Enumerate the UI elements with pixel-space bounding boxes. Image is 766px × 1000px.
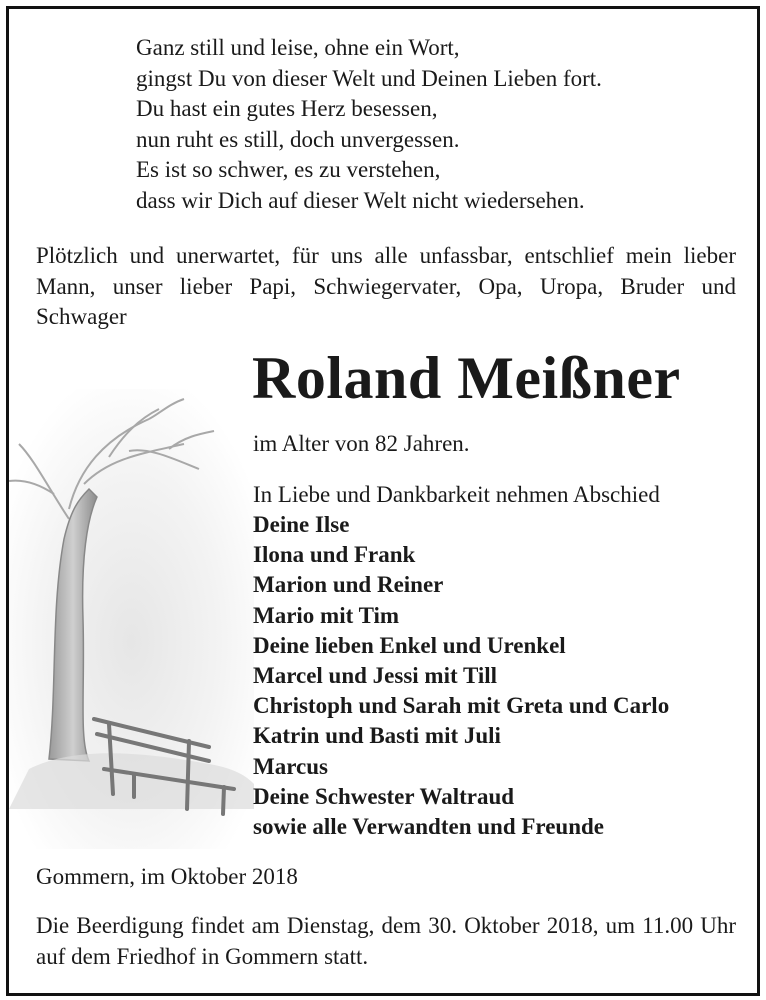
mourner-entry: Christoph und Sarah mit Greta und Carlo — [253, 693, 670, 719]
poem-line: Es ist so schwer, es zu verstehen, — [136, 157, 441, 182]
poem-line: nun ruht es still, doch unvergessen. — [136, 126, 460, 152]
place-and-date: Gommern, im Oktober 2018 — [36, 864, 298, 889]
mourner-entry: Ilona und Frank — [253, 542, 416, 568]
obituary-notice — [6, 6, 760, 996]
death-announcement-text: Plötzlich und unerwartet, für uns alle unfassbar, entschlief mein lieber Mann, unser lieber Papi, Schwiegervater, Opa, Uropa, Bruder und Schwager — [36, 243, 736, 329]
deceased-name: Roland Meißner — [252, 345, 681, 411]
farewell-text: In Liebe und Dankbarkeit nehmen Abschied — [253, 482, 660, 507]
mourner-entry: Marcus — [253, 753, 328, 779]
mourner-entry: Deine Schwester Waltraud — [253, 783, 515, 809]
mourner-entry: Marcel und Jessi mit Till — [253, 663, 498, 689]
mourner-entry: Deine lieben Enkel und Urenkel — [253, 632, 566, 658]
tree-and-bench-illustration — [9, 389, 254, 849]
mourner-entry: Deine Ilse — [253, 512, 350, 537]
poem-line: Du hast ein gutes Herz besessen, — [136, 96, 438, 121]
poem-line: gingst Du von dieser Welt und Deinen Lieben fort. — [136, 65, 602, 91]
mourner-entry: sowie alle Verwandten und Freunde — [253, 814, 605, 840]
age-text: im Alter von 82 Jahren. — [253, 431, 470, 456]
mourner-entry: Mario mit Tim — [253, 602, 400, 628]
memorial-poem — [136, 33, 602, 216]
funeral-information: Die Beerdigung findet am Dienstag, dem 30. Oktober 2018, um 11.00 Uhr auf dem Friedhof in Gommern statt. — [36, 913, 736, 969]
poem-line: Ganz still und leise, ohne ein Wort, — [136, 35, 460, 60]
mourners-list — [253, 510, 669, 842]
mourner-entry: Katrin und Basti mit Juli — [253, 723, 501, 749]
mourner-entry: Marion und Reiner — [253, 572, 444, 598]
poem-line: dass wir Dich auf dieser Welt nicht wiedersehen. — [136, 187, 585, 213]
